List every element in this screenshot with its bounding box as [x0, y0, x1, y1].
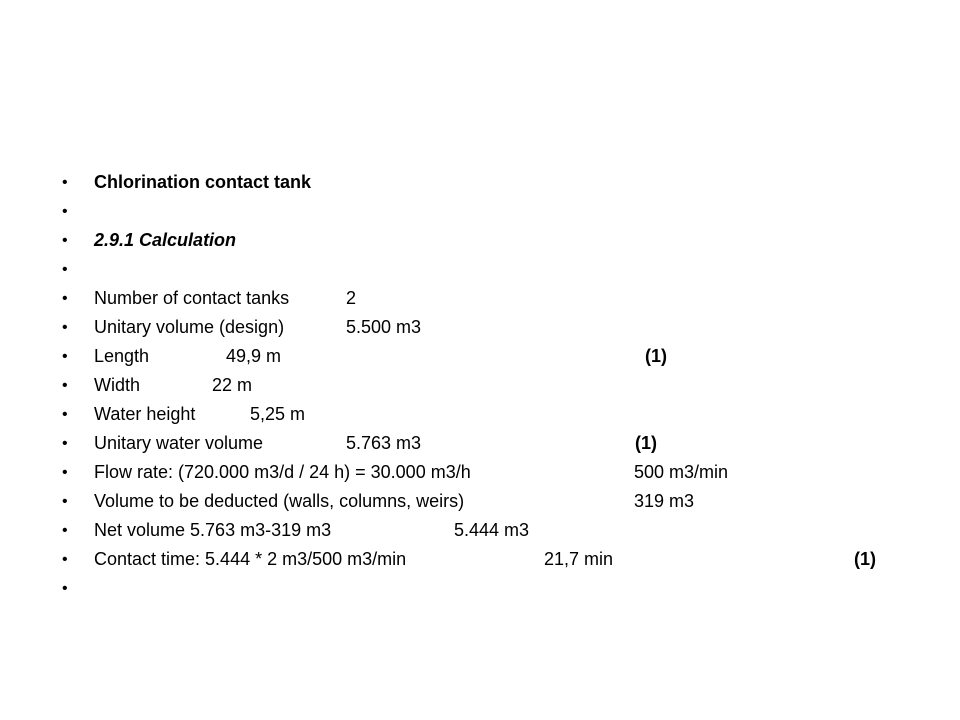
item-value: 319 m3 — [634, 491, 695, 511]
item-label: Number of contact tanks — [94, 288, 290, 308]
item-label: Unitary water volume — [94, 433, 264, 453]
slide-title: Chlorination contact tank — [94, 172, 312, 192]
bullet-icon: • — [62, 377, 68, 394]
bullet-icon: • — [62, 580, 68, 597]
item-label: Flow rate: (720.000 m3/d / 24 h) = 30.000 m3/h — [94, 462, 471, 482]
item-note: (1) — [635, 433, 657, 453]
title-row — [62, 168, 922, 197]
list-item-net-volume — [62, 516, 922, 545]
bullet-icon: • — [62, 493, 68, 510]
empty-row — [62, 255, 922, 284]
list-item-flow-rate — [62, 458, 922, 487]
item-value: 5.763 m3 — [346, 433, 422, 453]
bullet-icon: • — [62, 290, 68, 307]
item-value: 5,25 m — [250, 404, 306, 424]
bullet-icon: • — [62, 174, 68, 191]
empty-row — [62, 574, 922, 603]
list-item-water-height — [62, 400, 922, 429]
bullet-icon: • — [62, 348, 68, 365]
item-value: 5.444 m3 — [454, 520, 530, 540]
bullet-list — [62, 168, 922, 603]
list-item-width — [62, 371, 922, 400]
bullet-icon: • — [62, 464, 68, 481]
section-heading: 2.9.1 Calculation — [94, 230, 237, 250]
bullet-icon: • — [62, 261, 68, 278]
bullet-icon: • — [62, 203, 68, 220]
section-row — [62, 226, 922, 255]
item-label: Water height — [94, 404, 196, 424]
item-label: Contact time: 5.444 * 2 m3/500 m3/min — [94, 549, 407, 569]
bullet-icon: • — [62, 522, 68, 539]
list-item-contact-time — [62, 545, 922, 574]
item-label: Length — [94, 346, 150, 366]
item-label: Width — [94, 375, 141, 395]
item-value: 49,9 m — [226, 346, 282, 366]
item-value: 500 m3/min — [634, 462, 729, 482]
bullet-icon: • — [62, 406, 68, 423]
bullet-icon: • — [62, 435, 68, 452]
list-item-unitary-volume — [62, 313, 922, 342]
bullet-icon: • — [62, 551, 68, 568]
item-label: Volume to be deducted (walls, columns, weirs) — [94, 491, 465, 511]
list-item-deducted — [62, 487, 922, 516]
list-item-water-volume — [62, 429, 922, 458]
item-value: 2 — [346, 288, 357, 308]
item-note: (1) — [645, 346, 667, 366]
item-label: Unitary volume (design) — [94, 317, 285, 337]
empty-row — [62, 197, 922, 226]
list-item-tanks — [62, 284, 922, 313]
item-value: 5.500 m3 — [346, 317, 422, 337]
bullet-icon: • — [62, 319, 68, 336]
bullet-icon: • — [62, 232, 68, 249]
item-label: Net volume 5.763 m3-319 m3 — [94, 520, 332, 540]
item-value: 22 m — [212, 375, 253, 395]
list-item-length — [62, 342, 922, 371]
item-note: (1) — [854, 549, 876, 569]
item-value: 21,7 min — [544, 549, 614, 569]
